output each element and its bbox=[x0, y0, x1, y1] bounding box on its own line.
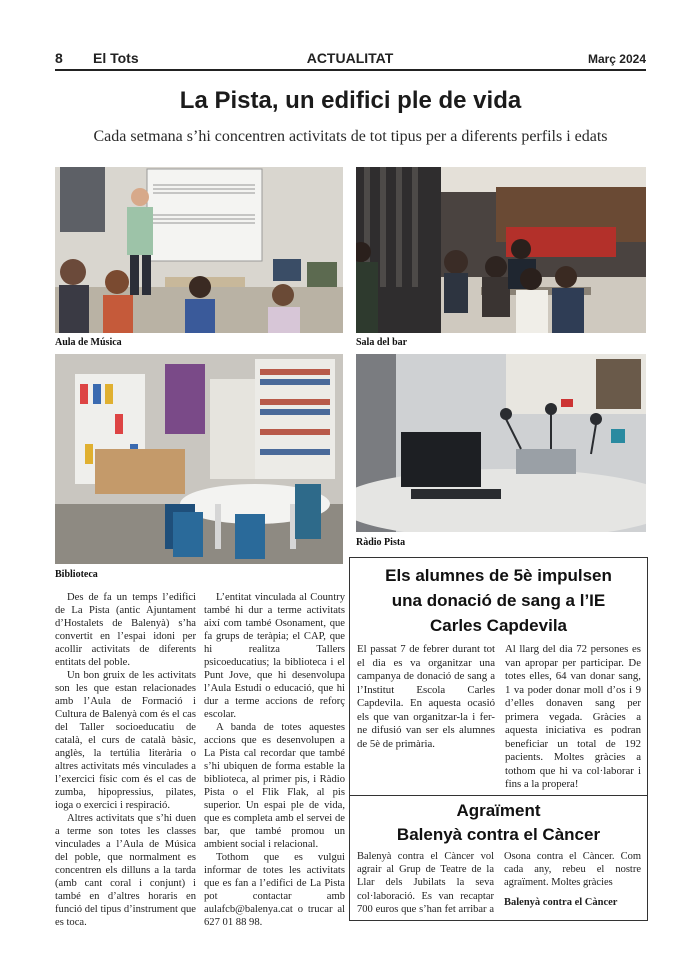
thanks-body bbox=[357, 850, 641, 916]
paragraph: L’entitat vinculada al Country també hi dur a terme activitats així com també Osonament, que fa grups de teràpia; el CAP, que hi realitza Tallers psicoeducatius; la biblioteca i el Punt Jove, que hi desenvolupa l’Aula Estudi o educació, que hi dur a terme accions de reforç escolar. bbox=[204, 592, 345, 720]
blood-donation-column-2 bbox=[505, 643, 641, 792]
paragraph: Balenyà contra el Càncer vol agrair al Grup de Teatre de la Llar dels Jubilats la seva col·laboració. Es van recaptar 700 euros que s’han fet arribar a Osona contra el Càncer. Com cada any, rebeu el nostre agraïment. Moltes gràcies bbox=[357, 851, 641, 915]
paragraph: Tothom que es vulgui informar de totes les activitats que es fan a l’edifici de La Pista pot contactar amb aulafcb@balenya.cat o trucar al 627 01 88 98. bbox=[204, 852, 345, 928]
header-rule bbox=[55, 69, 646, 71]
article-column-1 bbox=[55, 591, 196, 929]
photo-bar-room bbox=[356, 167, 646, 333]
photo-music-classroom bbox=[55, 167, 343, 333]
photo-library bbox=[55, 354, 343, 564]
section-name: ACTUALITAT bbox=[306, 50, 394, 66]
paragraph: El passat 7 de febrer durant tot el dia es va organitzar una campanya de donació de sang a l’Institut Escola Carles Capdevila. En aquesta ocasió els que van organitzar-la i fer-ne difusió van ser els alumnes de 5è de primària. bbox=[357, 643, 495, 750]
publication-name: El Tots bbox=[93, 50, 139, 66]
thanks-signature: Balenyà contra el Càncer bbox=[504, 896, 618, 908]
paragraph: Un bon gruix de les activitats son les que estan relacionades amb l’Aula de Formació i Cultura de Balenyà com és el cas del Taller socioeducatiu de català, el curs de català bàsic, anglès, la tertúlia literària o altres activitats més vinculades a l’exercici físic com és el cas de zumba, hipopressius, pilates, ioga o exercici i respiració. bbox=[55, 670, 196, 811]
issue-date: Març 2024 bbox=[587, 52, 646, 66]
paragraph: A banda de totes aquestes accions que es desenvolupen a La Pista cal recordar que també s’hi ubiquen de forma estable la biblioteca, al primer pis, i Ràdio Pista o el Flik Flak, al pis superior. Un espai ple de vida, que es completa amb el servei de bar, que també promou un ambient social i relacional. bbox=[204, 722, 345, 850]
caption-radio: Ràdio Pista bbox=[356, 537, 406, 548]
page-number: 8 bbox=[55, 50, 63, 66]
article-column-2 bbox=[204, 591, 345, 929]
caption-library: Biblioteca bbox=[55, 569, 98, 580]
paragraph: Altres activitats que s’hi duen a terme son totes les classes vinculades a l’Aula de Música del poble, que normalment es concentren els dilluns a la tarda (amb cant coral i conjunt) i també en d’altres horaris en funció del tipus d’instrument que es toca. bbox=[55, 813, 196, 928]
photo-radio-studio bbox=[356, 354, 646, 532]
blood-donation-column-1 bbox=[357, 643, 495, 751]
blood-donation-box bbox=[349, 557, 648, 796]
blood-donation-title: Els alumnes de 5è impulsen una donació de sang a l’IE Carles Capdevila bbox=[385, 566, 612, 635]
caption-bar: Sala del bar bbox=[356, 337, 408, 348]
thanks-title: Agraïment bbox=[456, 801, 541, 820]
article-title: La Pista, un edifici ple de vida bbox=[179, 87, 522, 114]
article-subtitle: Cada setmana s’hi concentren activitats de tot tipus per a diferents perfils i edats bbox=[93, 128, 608, 145]
paragraph: Al llarg del dia 72 persones es van apropar per participar. De totes elles, 64 van donar sang, 1 va poder donar moll d’os i 9 d’elles donaven sang per primera vegada. Gràcies a aquesta iniciativa es podran beneficiar un total de 192 pacients. Moltes gràcies a tothom que hi va col·laborar i fins a la propera! bbox=[505, 643, 641, 790]
thanks-subtitle: Balenyà contra el Càncer bbox=[396, 825, 601, 844]
paragraph: Des de fa un temps l’edifici de La Pista (antic Ajuntament d’Hostalets de Balenyà) s’ha convertit en l’espai idoni per acollir activitats de diferents entitats del poble. bbox=[55, 592, 196, 668]
caption-music: Aula de Música bbox=[55, 337, 122, 348]
thanks-box bbox=[349, 795, 648, 921]
